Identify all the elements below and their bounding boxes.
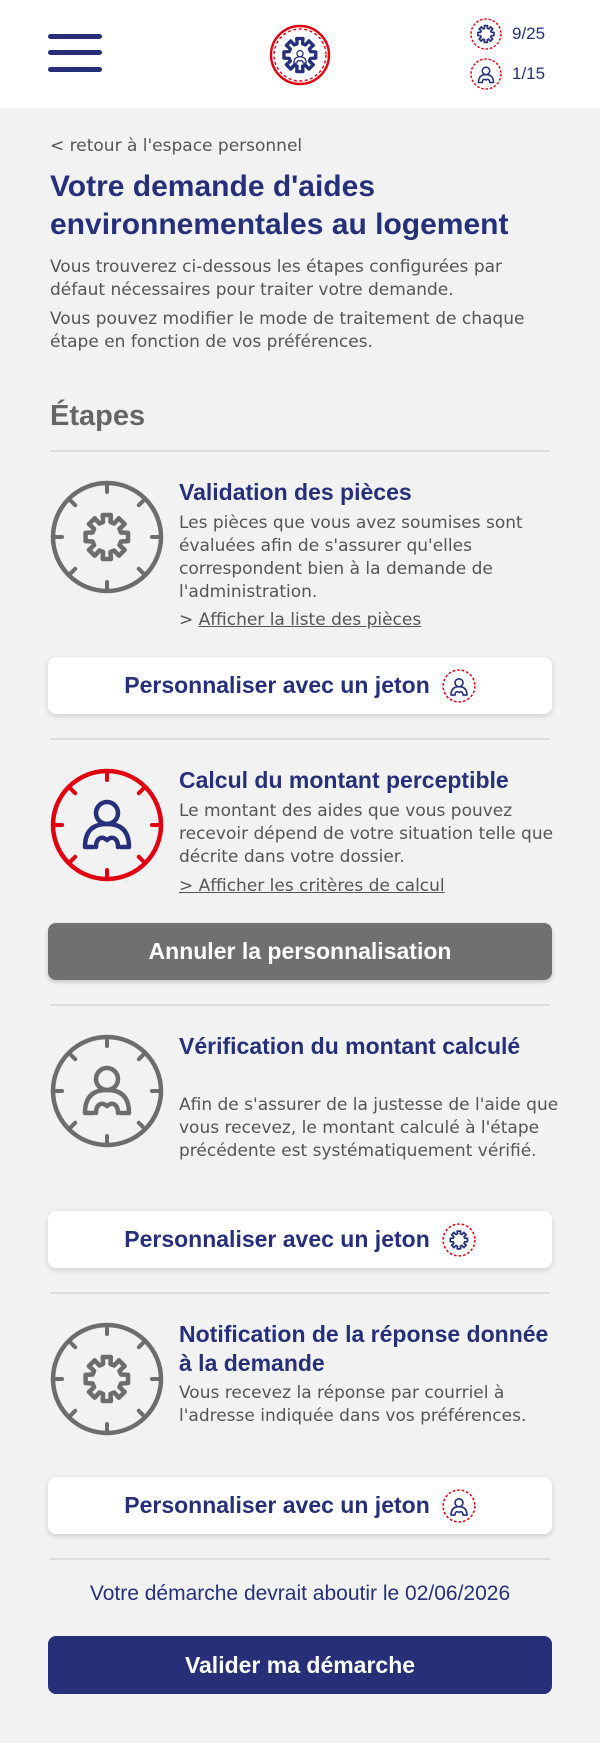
gear-token-count: 9/25 (512, 24, 546, 43)
step-title: Notification de la réponse donnée à la demande (179, 1321, 549, 1376)
button-label: Personnaliser avec un jeton (124, 1492, 430, 1518)
customize-token-button[interactable] (48, 1477, 552, 1534)
intro-text: Vous pouvez modifier le mode de traitement de chaque étape en fonction de vos préférences. (50, 309, 525, 352)
hamburger-menu-icon[interactable] (48, 32, 102, 76)
customize-token-button[interactable] (48, 1211, 552, 1268)
button-label: Personnaliser avec un jeton (124, 672, 430, 698)
divider (50, 1558, 550, 1560)
gear-icon (50, 1322, 164, 1436)
gear-person-logo-icon[interactable] (268, 23, 332, 87)
person-icon (50, 1034, 164, 1148)
gear-token-icon (470, 18, 502, 50)
button-label: Valider ma démarche (184, 1651, 416, 1678)
step-description: Le montant des aides que vous pouvez recevoir dépend de votre situation telle que décrite dans votre dossier. (179, 801, 554, 867)
button-label: Annuler la personnalisation (148, 938, 452, 964)
step-link-prefix: > (179, 610, 199, 630)
step-title: Vérification du montant calculé (179, 1033, 521, 1059)
button-label: Personnaliser avec un jeton (124, 1226, 430, 1252)
completion-date-text: Votre démarche devrait aboutir le 02/06/2026 (89, 1582, 511, 1605)
page-title: Votre demande d'aides environnementales au logement (50, 170, 509, 241)
person-token-counter (470, 58, 545, 90)
person-token-count: 1/15 (512, 64, 546, 83)
step-description: Vous recevez la réponse par courriel à l'adresse indiquée dans vos préférences. (179, 1383, 527, 1426)
step-title: Validation des pièces (179, 479, 412, 505)
submit-button[interactable] (48, 1636, 552, 1694)
person-token-icon (442, 669, 476, 703)
gear-icon (50, 480, 164, 594)
divider (50, 738, 550, 740)
divider (50, 1292, 550, 1294)
customize-token-button[interactable] (48, 657, 552, 714)
person-token-icon (470, 58, 502, 90)
divider (50, 450, 550, 452)
step-description: Les pièces que vous avez soumises sont évaluées afin de s'assurer qu'elles correspondent bien à la demande de l'administration. (179, 513, 523, 602)
cancel-customization-button[interactable] (48, 923, 552, 980)
app-header (0, 0, 600, 108)
gear-token-icon (442, 1223, 476, 1257)
gear-token-counter (470, 18, 545, 50)
divider (50, 1004, 550, 1006)
step-link[interactable] (179, 876, 445, 896)
person-icon (50, 768, 164, 882)
step-link-label[interactable]: Afficher la liste des pièces (198, 610, 422, 630)
step-link-label[interactable]: > Afficher les critères de calcul (179, 876, 445, 896)
step-title: Calcul du montant perceptible (179, 767, 509, 793)
step-description: Afin de s'assurer de la justesse de l'aide que vous recevez, le montant calculé à l'étape précédente est systématiquement vérifié. (179, 1095, 559, 1161)
person-token-icon (442, 1489, 476, 1523)
intro-text: Vous trouverez ci-dessous les étapes configurées par défaut nécessaires pour traiter votre demande. (50, 257, 503, 300)
step-link[interactable] (179, 610, 421, 630)
back-link[interactable]: < retour à l'espace personnel (50, 136, 303, 156)
section-title: Étapes (50, 400, 146, 432)
